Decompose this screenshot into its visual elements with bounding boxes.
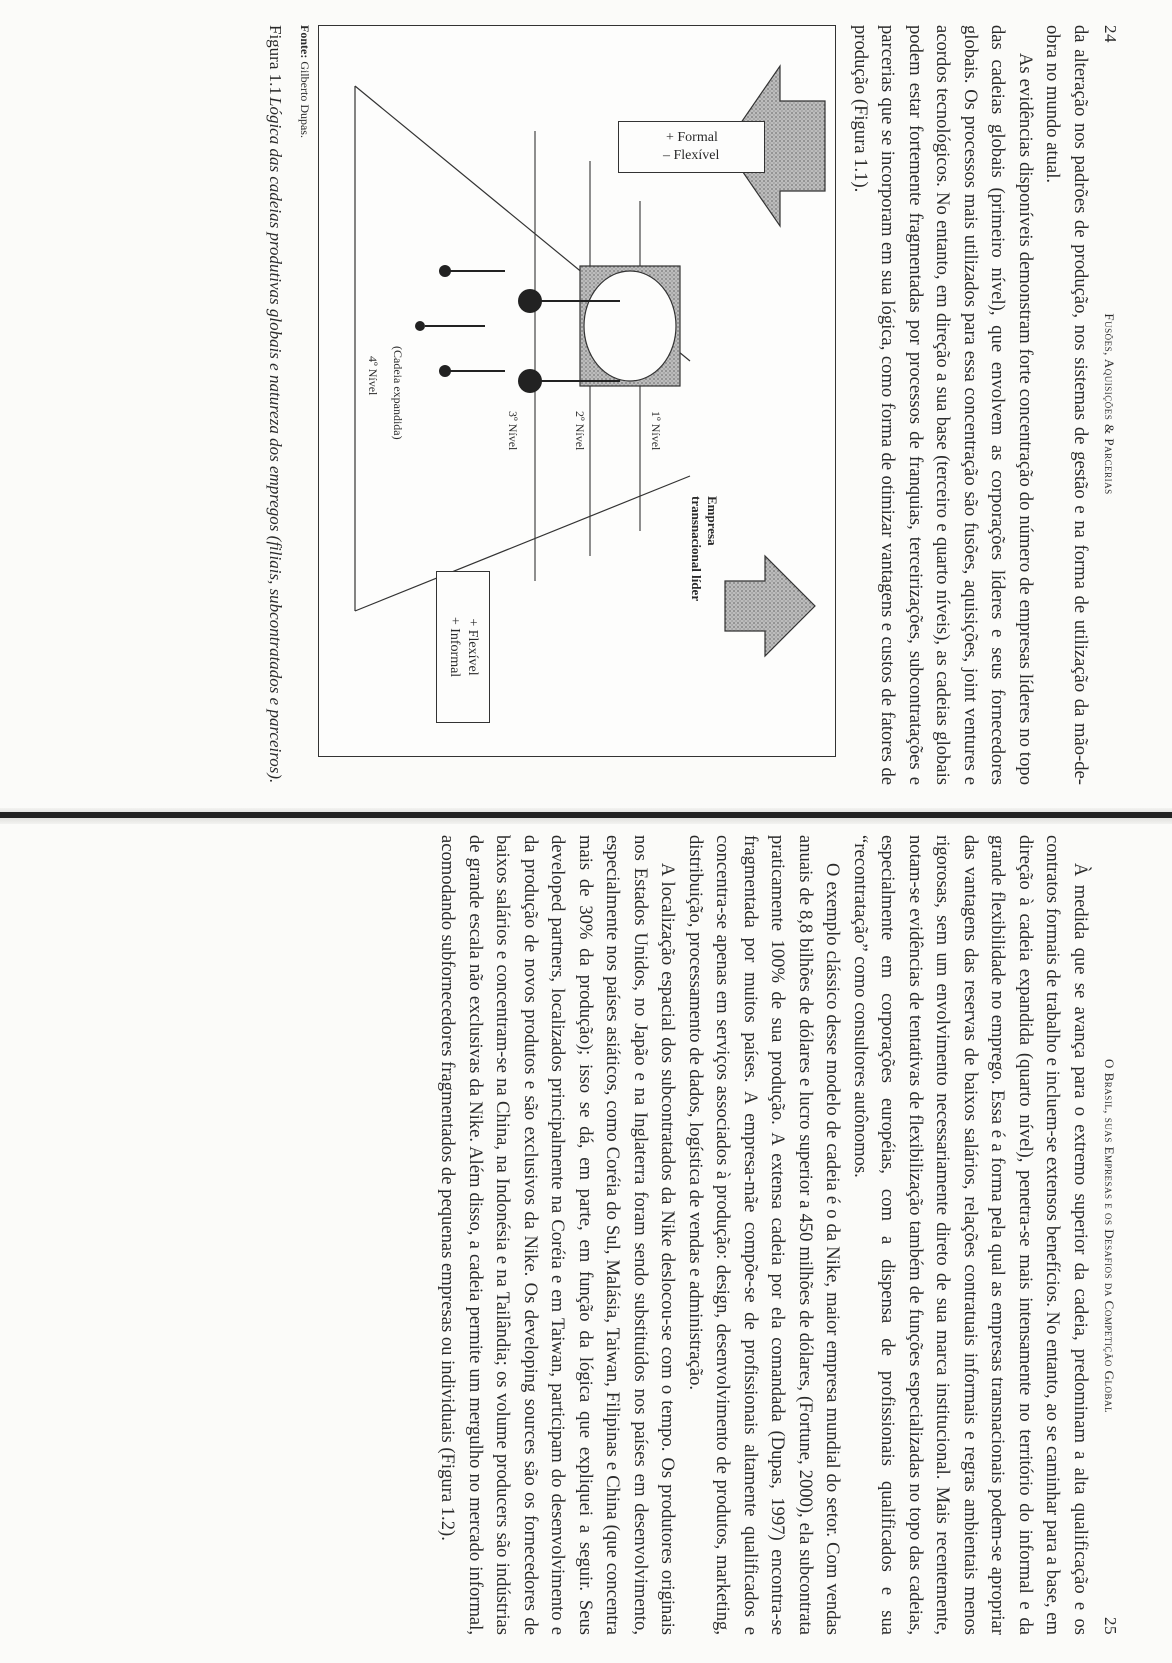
- page-header: [1094, 835, 1120, 1635]
- paragraph: O exemplo clássico desse modelo de cadeia é o da Nike, maior empresa mundial do setor. Com vendas anuais de 8,8 bilhões de dólares e lucro superior a 450 milhões de dólares, (Fortune, 2000), ela subcontrata praticamente 100% de sua produção. A extensa cadeia por ela comandada (Dupas, 1997) encontra-se fragmentada por muitos países. A empresa-mãe compõe-se de profissionais altamente qualificados e concentra-se apenas em serviços associados à produção: design, desenvolvimento de produtos, marketing, distribuição, processamento de dados, logística de vendas e administração.: [685, 835, 844, 1635]
- caption-label: Figura 1.1: [266, 25, 286, 95]
- page-25: [20, 835, 1120, 1635]
- company-label: Empresa transnacional líder: [689, 496, 721, 602]
- page-header: [1094, 25, 1120, 785]
- page-gutter: [0, 812, 1172, 818]
- expanded-label: (Cadeia expandida): [391, 346, 406, 440]
- page-body: [434, 835, 1094, 1635]
- paragraph: As evidências disponíveis demonstram forte concentração do número de empresas líderes no topo das cadeias globais (primeiro nível), que envolvem as corporações líderes e seus fornecedores globais. Os processos mais utilizados para essa concentração são fusões, aquisições, joint ventures e acordos tecnológicos. No entanto, em direção a sua base (terceiro e quarto níveis), as cadeias globais podem estar fortemente fragmentadas por processos de franquias, terceirizações, subcontratações e parcerias que se incorporam em sua lógica, como forma de otimizar vantagens e custos de fatores de produção (Figura 1.1).: [850, 25, 1036, 785]
- left-box: + Formal – Flexível: [619, 121, 766, 173]
- right-box: + Flexível + Informal: [437, 571, 491, 723]
- paragraph: A localização espacial dos subcontratados da Nike deslocou-se com o tempo. Os produtores originais nos Estados Unidos, no Japão e na Inglaterra foram sendo substituídos nos países em desenvolvimento, especialmente nos países asiáticos, como Coréia do Sul, Malásia, Taiwan, Filipinas e China (que concentra mais de 30% da produção); isso se dá, em parte, em função da lógica que expliquei a seguir. Seus developed partners, localizados principalmente na Coréia e em Taiwan, participam do desenvolvimento e da produção de novos produtos e são exclusivos da Nike. Os developing sources são os fornecedores de baixos salários e concentram-se na China, na Indonésia e na Tailândia; os volume producers são indústrias de grande escala não exclusivas da Nike. Além disso, a cadeia permite um mergulho no mercado informal, acomodando subfornecedores fragmentados de pequenas empresas ou individuais (Figura 1.2).: [437, 835, 679, 1635]
- level-4-label: 4º Nível: [366, 356, 381, 396]
- figure-1-1: [319, 25, 837, 757]
- page-number: 24: [1101, 25, 1120, 43]
- level-3-label: 3º Nível: [506, 411, 521, 451]
- figure-source: Fonte: Gilberto Dupas.: [298, 25, 313, 138]
- down-arrow: [726, 556, 816, 656]
- level-1-label: 1º Nível: [649, 411, 664, 451]
- running-header: O Brasil, suas Empresas e os Desafios da Competição Global: [1102, 1059, 1117, 1413]
- level-2-label: 2º Nível: [573, 411, 588, 451]
- paragraph: À medida que se avança para o extremo superior da cadeia, predominam a alta qualificação e os contratos formais de trabalho e incluem-se extensos benefícios. No entanto, ao se caminhar para a base, em direção à cadeia expandida (quarto nível), penetra-se mais intensamente no território do informal e da grande flexibilidade no emprego. Essa é a forma pela qual as empresas transnacionais podem-se apropriar das vantagens das reservas de baixos salários, relações contratuais informais e regras ambientais menos rigorosas, sem um envolvimento necessariamente direto de sua marca institucional. Mais recentemente, notam-se evidências de tentativas de flexibilização também de funções especializadas no topo das cadeias, especialmente em corporações européias, com a dispensa de profissionais qualificados e sua “recontratação” como consultores autônomos.: [850, 835, 1091, 1635]
- figure-caption: [264, 25, 288, 785]
- page-24: [20, 25, 1120, 785]
- page-body: [847, 25, 1095, 785]
- caption-text: Lógica das cadeias produtivas globais e natureza dos empregos (filiais, subcontratados e parceiros).: [266, 97, 286, 784]
- paragraph: da alteração nos padrões de produção, nos sistemas de gestão e na forma de utilização da mão-de-obra no mundo atual.: [1042, 25, 1091, 785]
- running-header: Fusões, Aquisições & Parcerias: [1102, 313, 1117, 495]
- company-circle: [585, 271, 677, 381]
- page-number: 25: [1101, 1617, 1120, 1635]
